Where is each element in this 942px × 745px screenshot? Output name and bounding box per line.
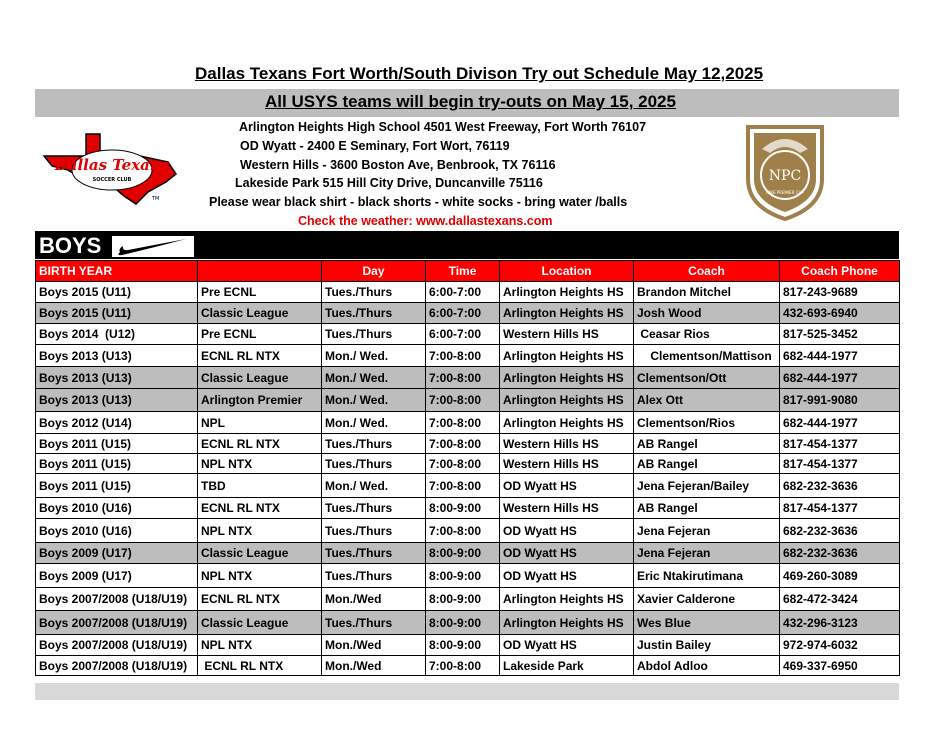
cell-coach: Xavier Calderone <box>634 588 780 611</box>
cell-phone: 682-232-3636 <box>780 474 900 498</box>
table-row <box>36 519 900 543</box>
weather-link[interactable]: Check the weather: www.dallastexans.com <box>298 213 553 228</box>
cell-coach: Clementson/Rios <box>634 412 780 434</box>
footer-bar <box>35 683 899 700</box>
cell-time: 7:00-8:00 <box>426 474 500 498</box>
cell-loc: Arlington Heights HS <box>500 611 634 635</box>
table-row <box>36 389 900 412</box>
cell-coach: Justin Bailey <box>634 635 780 656</box>
nike-swoosh-icon <box>112 236 194 257</box>
cell-coach: Wes Blue <box>634 611 780 635</box>
banner-text: All USYS teams will begin try-outs on May 15, 2025 <box>265 92 676 111</box>
npc-crest-icon <box>742 119 828 221</box>
venue-arlington-heights: Arlington Heights High School 4501 West Freeway, Fort Worth 76107 <box>239 120 647 134</box>
venue-od-wyatt: OD Wyatt - 2400 E Seminary, Fort Wort, 76119 <box>240 138 510 153</box>
cell-loc: Arlington Heights HS <box>500 588 634 611</box>
cell-phone: 682-232-3636 <box>780 519 900 543</box>
cell-loc: Arlington Heights HS <box>500 345 634 367</box>
cell-year: Boys 2014 (U12) <box>36 324 198 345</box>
cell-time: 7:00-8:00 <box>426 412 500 434</box>
cell-day: Tues./Thurs <box>322 564 426 588</box>
cell-day: Tues./Thurs <box>322 519 426 543</box>
col-location: Location <box>500 261 634 282</box>
cell-day: Mon./ Wed. <box>322 345 426 367</box>
venue-lakeside-park: Lakeside Park 515 Hill City Drive, Duncanville 75116 <box>235 176 543 191</box>
cell-day: Mon./ Wed. <box>322 412 426 434</box>
table-row <box>36 498 900 519</box>
table-row <box>36 656 900 676</box>
table-row <box>36 282 900 303</box>
cell-coach: Josh Wood <box>634 303 780 324</box>
cell-phone: 817-454-1377 <box>780 498 900 519</box>
cell-day: Tues./Thurs <box>322 303 426 324</box>
cell-coach: AB Rangel <box>634 454 780 474</box>
cell-time: 7:00-8:00 <box>426 454 500 474</box>
cell-year: Boys 2013 (U13) <box>36 389 198 412</box>
cell-coach: AB Rangel <box>634 498 780 519</box>
cell-day: Tues./Thurs <box>322 324 426 345</box>
cell-phone: 817-991-9080 <box>780 389 900 412</box>
cell-team: NPL NTX <box>198 519 322 543</box>
cell-phone: 432-296-3123 <box>780 611 900 635</box>
cell-phone: 817-454-1377 <box>780 434 900 454</box>
cell-year: Boys 2007/2008 (U18/U19) <box>36 588 198 611</box>
cell-phone: 682-444-1977 <box>780 412 900 434</box>
cell-loc: OD Wyatt HS <box>500 519 634 543</box>
cell-year: Boys 2015 (U11) <box>36 282 198 303</box>
cell-day: Tues./Thurs <box>322 282 426 303</box>
col-coach-phone: Coach Phone <box>780 261 900 282</box>
cell-coach: Ceasar Rios <box>634 324 780 345</box>
cell-team: NPL <box>198 412 322 434</box>
cell-coach: Alex Ott <box>634 389 780 412</box>
cell-team: Classic League <box>198 543 322 564</box>
cell-phone: 972-974-6032 <box>780 635 900 656</box>
cell-team: ECNL RL NTX <box>198 345 322 367</box>
cell-team: ECNL RL NTX <box>198 434 322 454</box>
cell-coach: Clementson/Mattison <box>634 345 780 367</box>
col-team <box>198 261 322 282</box>
table-row <box>36 454 900 474</box>
cell-coach: Brandon Mitchel <box>634 282 780 303</box>
cell-phone: 817-525-3452 <box>780 324 900 345</box>
cell-team: Pre ECNL <box>198 324 322 345</box>
cell-day: Mon./ Wed. <box>322 474 426 498</box>
cell-year: Boys 2009 (U17) <box>36 564 198 588</box>
section-bar-boys <box>35 231 899 259</box>
svg-text:Dallas Texans: Dallas Texans <box>54 156 170 174</box>
cell-team: Classic League <box>198 367 322 389</box>
table-row <box>36 564 900 588</box>
cell-time: 7:00-8:00 <box>426 345 500 367</box>
cell-year: Boys 2013 (U13) <box>36 345 198 367</box>
attire-note: Please wear black shirt - black shorts - white socks - bring water /balls <box>209 195 628 210</box>
cell-time: 7:00-8:00 <box>426 367 500 389</box>
cell-time: 8:00-9:00 <box>426 498 500 519</box>
svg-text:NPC: NPC <box>768 168 802 184</box>
cell-loc: Arlington Heights HS <box>500 367 634 389</box>
cell-time: 6:00-7:00 <box>426 303 500 324</box>
cell-loc: Western Hills HS <box>500 498 634 519</box>
col-birth-year: BIRTH YEAR <box>36 261 198 282</box>
cell-coach: Clementson/Ott <box>634 367 780 389</box>
cell-loc: OD Wyatt HS <box>500 543 634 564</box>
cell-year: Boys 2007/2008 (U18/U19) <box>36 635 198 656</box>
cell-coach: Jena Fejeran <box>634 543 780 564</box>
col-time: Time <box>426 261 500 282</box>
cell-loc: Western Hills HS <box>500 454 634 474</box>
cell-phone: 682-472-3424 <box>780 588 900 611</box>
cell-year: Boys 2011 (U15) <box>36 474 198 498</box>
nike-logo <box>112 236 194 257</box>
page-title: Dallas Texans Fort Worth/South Divison Try out Schedule May 12,2025 <box>195 64 764 83</box>
cell-team: NPL NTX <box>198 564 322 588</box>
cell-team: ECNL RL NTX <box>198 656 322 676</box>
table-row <box>36 367 900 389</box>
cell-phone: 817-243-9689 <box>780 282 900 303</box>
cell-team: Classic League <box>198 303 322 324</box>
cell-time: 7:00-8:00 <box>426 389 500 412</box>
cell-loc: Western Hills HS <box>500 434 634 454</box>
col-day: Day <box>322 261 426 282</box>
venue-western-hills: Western Hills - 3600 Boston Ave, Benbrook, TX 76116 <box>240 157 556 172</box>
cell-time: 7:00-8:00 <box>426 656 500 676</box>
cell-loc: OD Wyatt HS <box>500 635 634 656</box>
cell-loc: OD Wyatt HS <box>500 474 634 498</box>
cell-day: Mon./ Wed. <box>322 389 426 412</box>
cell-team: Pre ECNL <box>198 282 322 303</box>
cell-day: Tues./Thurs <box>322 498 426 519</box>
cell-team: NPL NTX <box>198 454 322 474</box>
cell-loc: Arlington Heights HS <box>500 412 634 434</box>
cell-team: ECNL RL NTX <box>198 498 322 519</box>
cell-coach: AB Rangel <box>634 434 780 454</box>
cell-year: Boys 2011 (U15) <box>36 454 198 474</box>
cell-phone: 682-444-1977 <box>780 367 900 389</box>
cell-phone: 469-260-3089 <box>780 564 900 588</box>
cell-year: Boys 2009 (U17) <box>36 543 198 564</box>
table-header-row <box>36 261 900 282</box>
table-row <box>36 303 900 324</box>
table-row <box>36 474 900 498</box>
cell-team: NPL NTX <box>198 635 322 656</box>
cell-time: 8:00-9:00 <box>426 543 500 564</box>
cell-year: Boys 2012 (U14) <box>36 412 198 434</box>
svg-text:TM: TM <box>152 196 160 202</box>
cell-coach: Jena Fejeran <box>634 519 780 543</box>
cell-time: 6:00-7:00 <box>426 324 500 345</box>
table-row <box>36 324 900 345</box>
announcement-banner <box>35 89 899 117</box>
cell-day: Tues./Thurs <box>322 434 426 454</box>
cell-time: 8:00-9:00 <box>426 611 500 635</box>
cell-loc: Arlington Heights HS <box>500 303 634 324</box>
cell-year: Boys 2010 (U16) <box>36 498 198 519</box>
cell-phone: 469-337-6950 <box>780 656 900 676</box>
section-label: BOYS <box>39 233 102 258</box>
cell-loc: OD Wyatt HS <box>500 564 634 588</box>
cell-day: Tues./Thurs <box>322 454 426 474</box>
schedule-table <box>35 260 900 676</box>
cell-coach: Abdol Adloo <box>634 656 780 676</box>
svg-text:NIKE PREMIER CUP: NIKE PREMIER CUP <box>766 190 804 195</box>
table-row <box>36 345 900 367</box>
cell-time: 6:00-7:00 <box>426 282 500 303</box>
table-row <box>36 588 900 611</box>
cell-time: 7:00-8:00 <box>426 434 500 454</box>
col-coach: Coach <box>634 261 780 282</box>
cell-loc: Lakeside Park <box>500 656 634 676</box>
cell-time: 7:00-8:00 <box>426 519 500 543</box>
table-row <box>36 611 900 635</box>
cell-loc: Western Hills HS <box>500 324 634 345</box>
cell-loc: Arlington Heights HS <box>500 282 634 303</box>
table-row <box>36 434 900 454</box>
cell-day: Mon./Wed <box>322 656 426 676</box>
cell-year: Boys 2007/2008 (U18/U19) <box>36 656 198 676</box>
cell-time: 8:00-9:00 <box>426 564 500 588</box>
cell-coach: Eric Ntakirutimana <box>634 564 780 588</box>
cell-day: Mon./ Wed. <box>322 367 426 389</box>
cell-year: Boys 2007/2008 (U18/U19) <box>36 611 198 635</box>
cell-day: Mon./Wed <box>322 588 426 611</box>
table-row <box>36 412 900 434</box>
cell-team: ECNL RL NTX <box>198 588 322 611</box>
cell-year: Boys 2013 (U13) <box>36 367 198 389</box>
cell-phone: 817-454-1377 <box>780 454 900 474</box>
cell-team: Arlington Premier <box>198 389 322 412</box>
cell-time: 8:00-9:00 <box>426 635 500 656</box>
cell-day: Tues./Thurs <box>322 611 426 635</box>
cell-year: Boys 2015 (U11) <box>36 303 198 324</box>
cell-team: Classic League <box>198 611 322 635</box>
table-row <box>36 635 900 656</box>
cell-coach: Jena Fejeran/Bailey <box>634 474 780 498</box>
cell-phone: 682-232-3636 <box>780 543 900 564</box>
table-row <box>36 543 900 564</box>
cell-year: Boys 2010 (U16) <box>36 519 198 543</box>
cell-phone: 432-693-6940 <box>780 303 900 324</box>
cell-time: 8:00-9:00 <box>426 588 500 611</box>
svg-text:SOCCER CLUB: SOCCER CLUB <box>92 177 132 183</box>
cell-year: Boys 2011 (U15) <box>36 434 198 454</box>
cell-team: TBD <box>198 474 322 498</box>
venue-info <box>200 118 647 231</box>
cell-day: Tues./Thurs <box>322 543 426 564</box>
cell-day: Mon./Wed <box>322 635 426 656</box>
dallas-texans-logo-icon <box>40 126 180 206</box>
cell-phone: 682-444-1977 <box>780 345 900 367</box>
cell-loc: Arlington Heights HS <box>500 389 634 412</box>
